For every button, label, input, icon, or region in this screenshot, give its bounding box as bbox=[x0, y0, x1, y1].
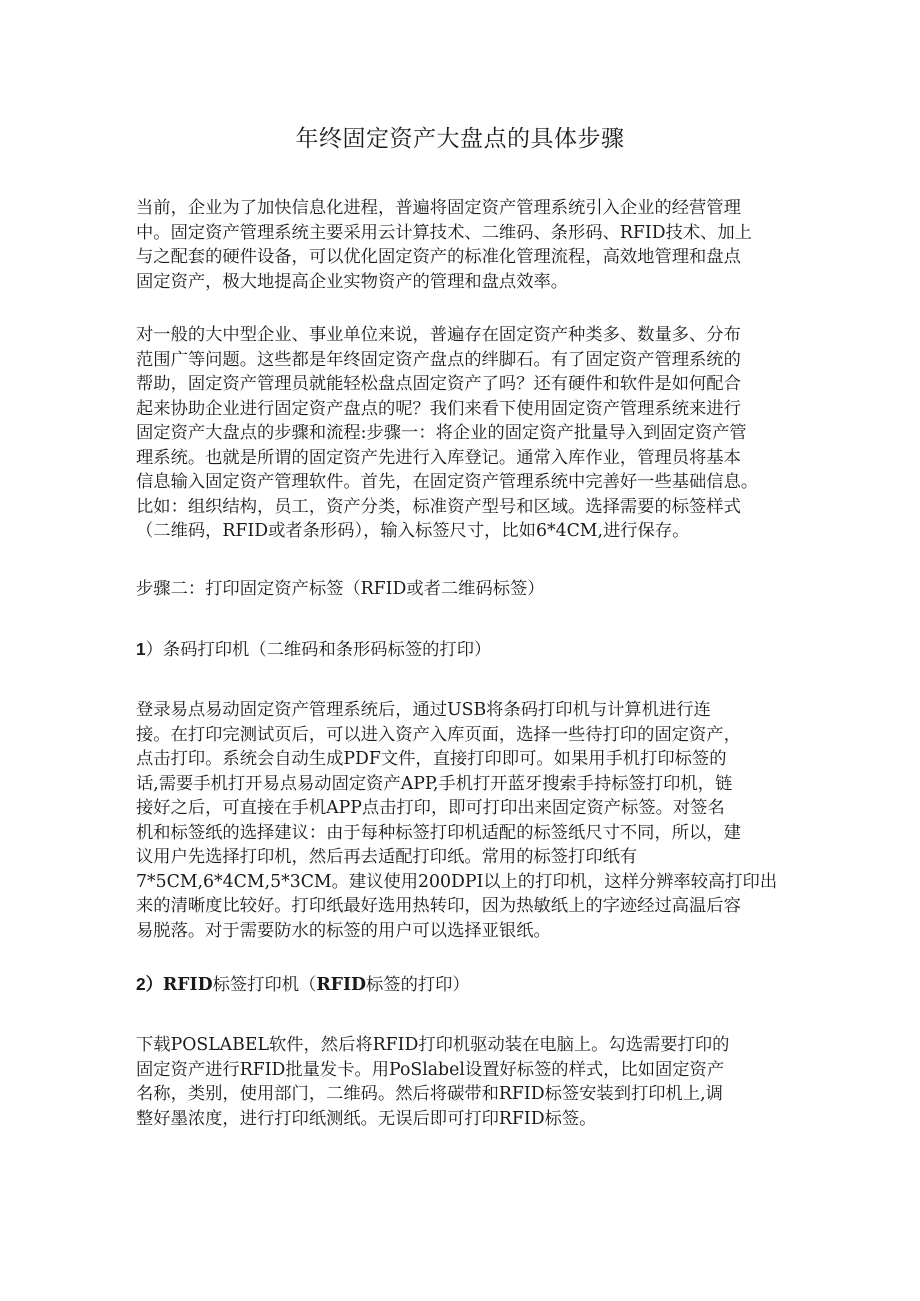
text-line: 7*5CM,6*4CM,5*3CM。建议使用200DPI以上的打印机，这样分辨率较高打印出 bbox=[136, 871, 778, 892]
sub1-heading-text: ）条码打印机（二维码和条形码标签的打印） bbox=[145, 640, 492, 660]
text-line: 固定资产大盘点的步骤和流程:步骤一：将企业的固定资产批量导入到固定资产管 bbox=[136, 423, 747, 443]
text-line: 易脱落。对于需要防水的标签的用户可以选择亚银纸。 bbox=[136, 920, 551, 941]
sub1-paragraph bbox=[136, 698, 796, 943]
sub2-heading-number: 2 bbox=[136, 974, 146, 994]
sub1-heading bbox=[136, 637, 796, 663]
sub1-heading-number: 1 bbox=[136, 639, 146, 659]
text-line: 话,需要手机打开易点易动固定资产APP,手机打开蓝牙搜索手持标签打印机，链 bbox=[136, 773, 733, 794]
step1-paragraph bbox=[136, 323, 796, 544]
document-title: 年终固定资产大盘点的具体步骤 bbox=[295, 126, 625, 152]
text-line: 理系统。也就是所谓的固定资产先进行入库登记。通常入库作业，管理员将基本 bbox=[136, 447, 741, 468]
text-line: 与之配套的硬件设备，可以优化固定资产的标准化管理流程，高效地管理和盘点 bbox=[136, 247, 741, 267]
text-line: 范围广等问题。这些都是年终固定资产盘点的绊脚石。有了固定资产管理系统的 bbox=[136, 349, 741, 370]
text-line: 来的清晰度比较好。打印纸最好选用热转印，因为热敏纸上的字迹经过高温后容 bbox=[136, 896, 741, 916]
sub1-heading-line bbox=[136, 637, 796, 663]
sub2-paragraph bbox=[136, 1033, 796, 1131]
text-line: 下载POSLABEL软件，然后将RFID打印机驱动装在电脑上。勾选需要打印的 bbox=[136, 1035, 730, 1055]
sub2-heading-mid: 标签打印机（ bbox=[212, 975, 317, 995]
text-line: 接好之后，可直接在手机APP点击打印，即可打印出来固定资产标签。对签名 bbox=[136, 798, 725, 818]
text-line: 登录易点易动固定资产管理系统后，通过USB将条码打印机与计算机进行连 bbox=[136, 700, 711, 720]
text-line: 信息输入固定资产管理软件。首先，在固定资产管理系统中完善好一些基础信息。 bbox=[136, 472, 759, 492]
sub2-heading-end: 标签的打印） bbox=[366, 975, 470, 995]
text-line: 机和标签纸的选择建议：由于每种标签打印机适配的标签纸尺寸不同，所以，建 bbox=[136, 822, 741, 843]
text-line: 固定资产进行RFID批量发卡。用PoSlabel设置好标签的样式，比如固定资产 bbox=[136, 1059, 725, 1080]
sub2-heading-line bbox=[136, 972, 796, 998]
text-line: 固定资产，极大地提高企业实物资产的管理和盘点效率。 bbox=[136, 271, 569, 292]
text-line: 议用户先选择打印机，然后再去适配打印纸。常用的标签打印纸有 bbox=[136, 847, 638, 867]
sub2-heading-rfid2: RFID bbox=[316, 975, 367, 995]
sub2-heading-rfid: ）RFID bbox=[145, 975, 213, 995]
text-line: 当前，企业为了加快信息化进程，普遍将固定资产管理系统引入企业的经营管理 bbox=[136, 198, 741, 218]
text-line: 对一般的大中型企业、事业单位来说，普遍存在固定资产种类多、数量多、分布 bbox=[136, 325, 741, 345]
text-line: 起来协助企业进行固定资产盘点的呢？我们来看下使用固定资产管理系统来进行 bbox=[136, 398, 741, 419]
text-line: 中。固定资产管理系统主要采用云计算技术、二维码、条形码、RFID技术、加上 bbox=[136, 222, 752, 243]
text-line: （二维码，RFID或者条形码），输入标签尺寸，比如6*4CM,进行保存。 bbox=[136, 521, 690, 541]
step2-heading bbox=[136, 577, 796, 602]
text-line: 整好墨浓度，进行打印纸测纸。无误后即可打印RFID标签。 bbox=[136, 1108, 597, 1129]
text-line: 帮助，固定资产管理员就能轻松盘点固定资产了吗？还有硬件和软件是如何配合 bbox=[136, 374, 741, 394]
sub2-heading bbox=[136, 972, 796, 998]
text-line: 点击打印。系统会自动生成PDF文件，直接打印即可。如果用手机打印标签的 bbox=[136, 749, 727, 769]
intro-paragraph bbox=[136, 196, 796, 294]
text-line: 比如：组织结构，员工，资产分类，标准资产型号和区域。选择需要的标签样式 bbox=[136, 496, 741, 517]
step2-heading-text: 步骤二：打印固定资产标签（RFID或者二维码标签） bbox=[136, 579, 545, 599]
text-line: 接。在打印完测试页后，可以进入资产入库页面，选择一些待打印的固定资产， bbox=[136, 724, 741, 745]
text-line: 名称，类别，使用部门，二维码。然后将碳带和RFID标签安装到打印机上,调 bbox=[136, 1084, 723, 1104]
